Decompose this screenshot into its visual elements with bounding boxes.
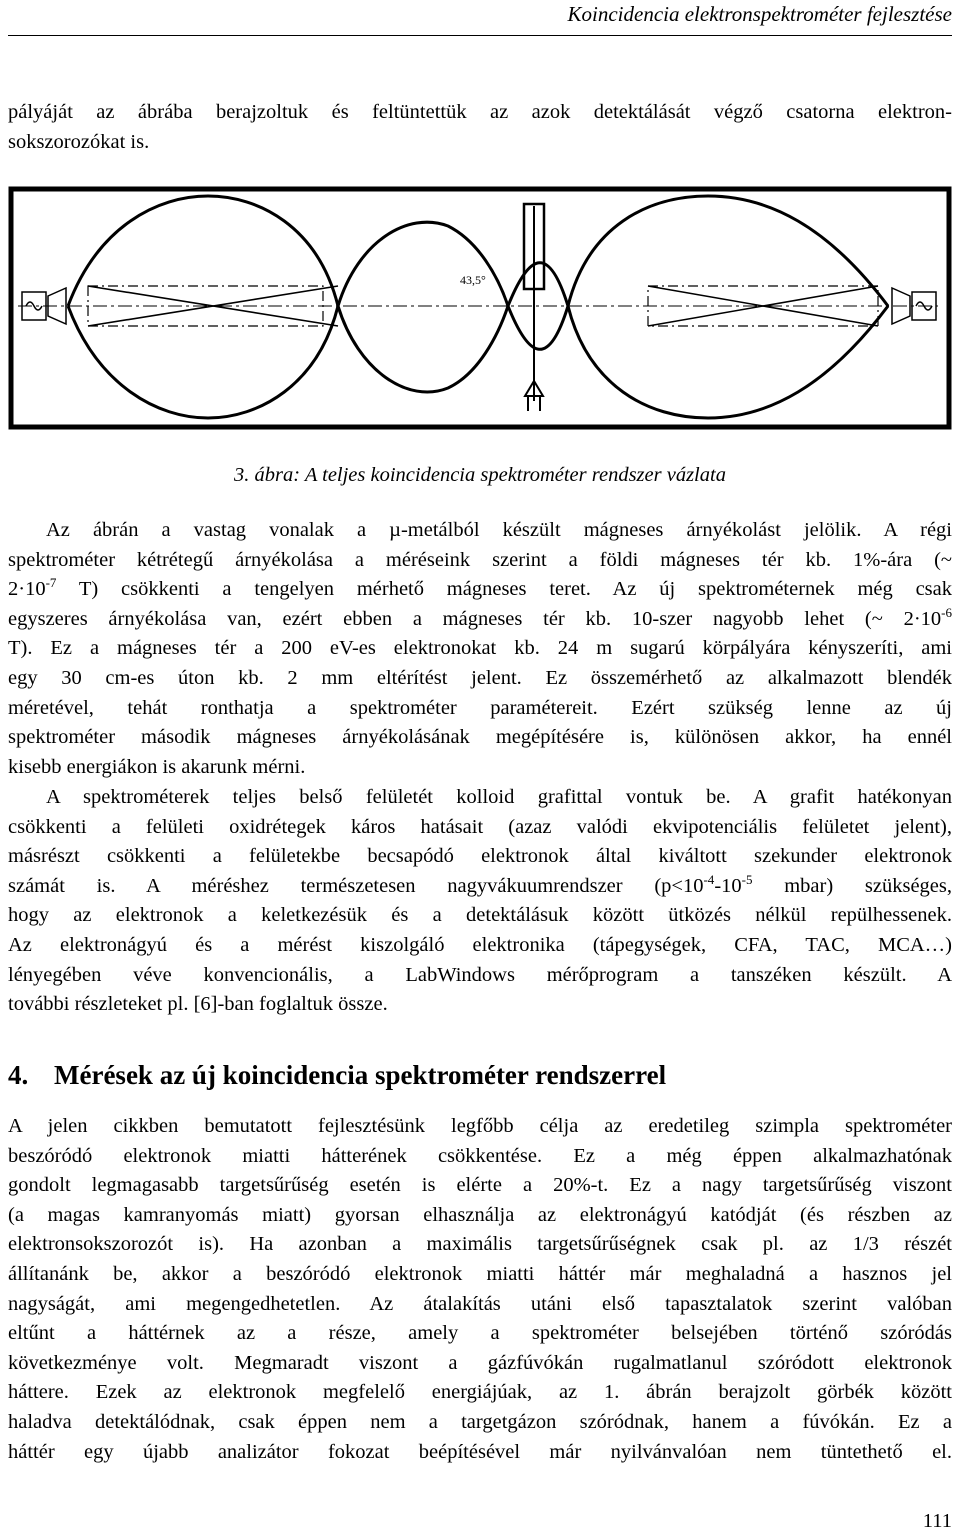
intro-paragraph <box>8 98 952 157</box>
text-line: egyszeres árnyékolása van, ezért ebben a mágneses tér kb. 10-szer nagyobb lehet (~ $2\cdot 10^{-6}$ <box>8 604 952 630</box>
text-line: hogy az elektronok a keletkezésük és a detektálásuk között ütközés nélkül repülhessenek. <box>8 904 952 927</box>
trajectory-lower-mid <box>338 306 508 392</box>
text-line: számát is. A méréshez természetesen nagyvákuumrendszer ($p<10^{-4}-10^{-5}$ mbar) szükséges, <box>8 871 952 897</box>
header-title: Koincidencia elektronspektrométer fejlesztése <box>567 2 952 26</box>
trajectory-upper-right <box>568 196 888 306</box>
paragraph-graphite <box>8 783 952 1020</box>
text-line: elektronsokszorozót is). Ha azonban a maximális targetsűrűségnek csak pl. az 1/3 részét <box>8 1233 952 1256</box>
text-line: méretével, tehát ronthatja a spektrométer paramétereit. Ezért szükség lenne az új <box>8 696 952 719</box>
page-number: 111 <box>922 1510 952 1532</box>
text-line: eltűnt a háttérnek az a része, amely a spektrométer belsejében történő szóródás <box>8 1322 952 1345</box>
section-heading <box>8 1060 666 1091</box>
section-title: Mérések az új koincidencia spektrométer rendszerrel <box>54 1060 667 1090</box>
header-rule <box>8 35 952 36</box>
text-line: állítanánk be, akkor a beszóródó elektronok miatti háttér már meghaladná a hasznos jel <box>8 1262 952 1285</box>
text-line: beszóródó elektronok miatti hátterének csökkentése. Ez a még éppen alkalmazhatónak <box>8 1144 952 1167</box>
text-line: háttér egy újabb analizátor fokozat beépítésével már nyilvánvalóan nem tüntethető el. <box>8 1440 952 1463</box>
text-line: spektrométer kétrétegű árnyékolása a méréseink szerint a földi mágneses tér kb. 1%-ára (~ <box>8 548 952 571</box>
text-line: további részleteket pl. [6]-ban foglaltuk össze. <box>8 993 388 1016</box>
section-number: 4. <box>8 1060 29 1090</box>
text-line: lényegében véve konvencionális, a LabWindows mérőprogram a tanszéken készült. A <box>8 963 952 986</box>
trajectory-lower-centre <box>508 306 568 349</box>
text-line: T). Ez a mágneses tér a 200 eV-es elektronokat kb. 24 m sugarú körpályára kényszeríti, ami <box>8 637 952 660</box>
trajectory-upper-centre <box>508 263 568 306</box>
text-line: gondolt legmagasabb targetsűrűség esetén is elérte a 20%-t. Ez a nagy targetsűrűség viszont <box>8 1174 952 1197</box>
text-line: következménye volt. Megmaradt viszont a gázfúvókán rugalmatlanul szóródott elektronok <box>8 1351 952 1374</box>
paragraph-measurements <box>8 1112 952 1467</box>
text-line: Az ábrán a vastag vonalak a µ-metálból készült mágneses árnyékolást jelölik. A régi <box>46 519 952 541</box>
text-line: csökkenti a felületi oxidrétegek káros hatásait (azaz valódi ekvipotenciális felületet jelent), <box>8 815 952 838</box>
text-line: másrészt csökkenti a felületekbe becsapódó elektronok által kiváltott szekunder elektronok <box>8 845 952 868</box>
spectrometer-schematic <box>8 186 952 430</box>
text-line: (a magas kamranyomás miatt) gyorsan elhasználja az elektronágyú katódját (és részben az <box>8 1203 952 1226</box>
text-line: sokszorozókat is. <box>8 130 150 153</box>
text-line: nagyságát, ami megengedhetetlen. Az átalakítás utáni első tapasztalatok szerint valóban <box>8 1292 952 1315</box>
trajectory-lower-right <box>568 306 888 418</box>
angle-label: 43,5° <box>460 273 486 287</box>
text-line: A spektrométerek teljes belső felületét kolloid grafittal vontuk be. A grafit hatékonyan <box>46 786 952 808</box>
magnetic-shield-outer <box>11 189 949 427</box>
text-line: spektrométer második mágneses árnyékolásának megépítésére is, különösen akkor, ha ennél <box>8 726 952 749</box>
text-line: kisebb energiákon is akarunk mérni. <box>8 755 306 778</box>
figure-caption: 3. ábra: A teljes koincidencia spektrométer rendszer vázlata <box>234 464 726 486</box>
text-line: A jelen cikkben bemutatott fejlesztésünk legfőbb célja az eredetileg szimpla spektrométer <box>8 1115 952 1137</box>
trajectory-upper-mid <box>338 222 508 306</box>
running-header <box>0 0 960 38</box>
text-line: pályáját az ábrába berajzoltuk és feltüntettük az azok detektálását végző csatorna elektron- <box>8 101 952 123</box>
text-line: Az elektronágyú és a mérést kiszolgáló elektronika (tápegységek, CFA, TAC, MCA…) <box>8 933 952 956</box>
text-line: haladva detektálódnak, csak éppen nem a targetgázon szóródnak, hanem a fúvókán. Ez a <box>8 1410 952 1433</box>
text-line: egy 30 cm-es úton kb. 2 mm eltérítést jelent. Ez összemérhető az alkalmazott blendék <box>8 666 952 689</box>
text-line: háttere. Ezek az elektronok megfelelő energiájúak, az 1. ábrán berajzolt görbék között <box>8 1381 952 1404</box>
paragraph-shielding <box>8 516 952 782</box>
text-line: $2\cdot 10^{-7}$ T) csökkenti a tengelyen mérhető mágneses teret. Az új spektrométernek még csak <box>8 575 952 601</box>
